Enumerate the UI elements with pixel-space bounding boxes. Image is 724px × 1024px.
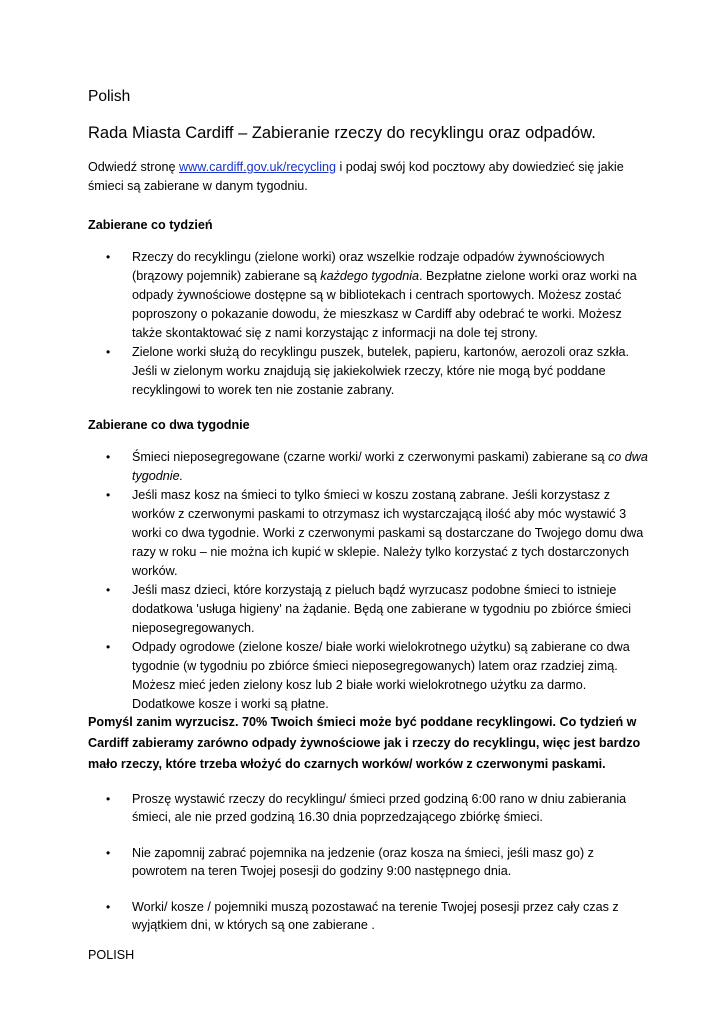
bullet-icon: •: [106, 345, 111, 359]
list-item: [88, 638, 648, 714]
bullet-icon: •: [106, 792, 111, 806]
bullet-icon: •: [106, 583, 111, 597]
fortnightly-list: [88, 448, 648, 714]
list-item: [88, 790, 648, 826]
list-item: [88, 448, 648, 486]
weekly-heading: Zabierane co tydzień: [88, 218, 213, 232]
list-item: [88, 581, 648, 638]
item-emphasis: co dwa tygodnie.: [132, 450, 648, 483]
recycling-link[interactable]: www.cardiff.gov.uk/recycling: [179, 160, 337, 174]
intro-text-after: i podaj swój kod pocztowy aby dowiedzieć się jakie śmieci są zabierane w danym tygodniu.: [88, 160, 624, 193]
intro-paragraph: [88, 158, 648, 196]
item-text: Jeśli masz kosz na śmieci to tylko śmieci w koszu zostaną zabrane. Jeśli korzystasz z worków z czerwonymi paskami to otrzymasz ich wystarczającą ilość aby móc wystawić 3 worki co dwa tygodnie. Worki z czerwonymi paskami są dostarczane do Twojego domu dwa razy w roku – nie można ich kupić w sklepie. Należy tylko korzystać z tych dostarczonych worków.: [132, 488, 644, 578]
bullet-icon: •: [106, 450, 111, 464]
bullet-icon: •: [106, 488, 111, 502]
item-text-after: . Bezpłatne zielone worki oraz worki na odpady żywnościowe dostępne są w bibliotekach i centrach sportowych. Możesz zostać poproszony o pokazanie dowodu, że mieszkasz w Cardiff aby odebrać te worki. Możesz także skontaktować się z nami korzystając z informacji na dole tej strony.: [132, 269, 637, 340]
list-item: [88, 343, 648, 400]
list-item: [88, 486, 648, 581]
page-title: Rada Miasta Cardiff – Zabieranie rzeczy do recyklingu oraz odpadów.: [88, 124, 596, 142]
footer-language-label: POLISH: [88, 948, 135, 962]
item-text: Jeśli masz dzieci, które korzystają z pieluch bądź wyrzucasz podobne śmieci to istnieje dodatkowa 'usługa higieny' na żądanie. Będą one zabierane w tygodniu po zbiórce śmieci nieposegregowanych.: [132, 583, 632, 635]
bullet-icon: •: [106, 640, 111, 654]
fortnightly-heading: Zabierane co dwa tygodnie: [88, 418, 250, 432]
weekly-list: [88, 248, 648, 400]
rules-list: [88, 790, 648, 952]
item-text: Śmieci nieposegregowane (czarne worki/ worki z czerwonymi paskami) zabierane są: [132, 450, 608, 464]
item-text: Proszę wystawić rzeczy do recyklingu/ śmieci przed godziną 6:00 rano w dniu zabierania śmieci, ale nie przed godziną 16.30 dnia poprzedzającego zbiórkę śmieci.: [132, 792, 627, 824]
item-text: Zielone worki służą do recyklingu puszek, butelek, papieru, kartonów, aerozoli oraz szkła. Jeśli w zielonym worku znajdują się jakiekolwiek rzeczy, które nie mogą być poddane recyklingowi to worek ten nie zostanie zabrany.: [132, 345, 630, 397]
item-text: Odpady ogrodowe (zielone kosze/ białe worki wielokrotnego użytku) są zabierane co dwa tygodnie (w tygodniu po zbiórce śmieci nieposegregowanych) latem oraz rzadziej zimą. Możesz mieć jeden zielony kosz lub 2 białe worki wielokrotnego użytku za darmo. Dodatkowe kosze i worki są płatne.: [132, 640, 630, 711]
language-label: Polish: [88, 88, 131, 105]
item-text: Nie zapomnij zabrać pojemnika na jedzenie (oraz kosza na śmieci, jeśli masz go) z powrotem na teren Twojej posesji do godziny 9:00 następnego dnia.: [132, 846, 594, 878]
bullet-icon: •: [106, 900, 111, 914]
list-item: [88, 898, 648, 934]
bullet-icon: •: [106, 846, 111, 860]
list-item: [88, 248, 648, 343]
list-item: [88, 844, 648, 880]
item-emphasis: każdego tygodnia: [320, 269, 420, 283]
intro-text-before: Odwiedź stronę: [88, 160, 179, 174]
recycling-note: Pomyśl zanim wyrzucisz. 70% Twoich śmieci może być poddane recyklingowi. Co tydzień w Cardiff zabieramy zarówno odpady żywnościowe jak i rzeczy do recyklingu, więc jest bardzo mało rzeczy, które trzeba włożyć do czarnych worków/ worków z czerwonymi paskami.: [88, 715, 641, 771]
item-text: Worki/ kosze / pojemniki muszą pozostawać na terenie Twojej posesji przez cały czas z wyjątkiem dni, w których są one zabierane .: [132, 900, 619, 932]
item-text: Rzeczy do recyklingu (zielone worki) oraz wszelkie rodzaje odpadów żywnościowych (brązowy pojemnik) zabierane są: [132, 250, 605, 283]
bullet-icon: •: [106, 250, 111, 264]
